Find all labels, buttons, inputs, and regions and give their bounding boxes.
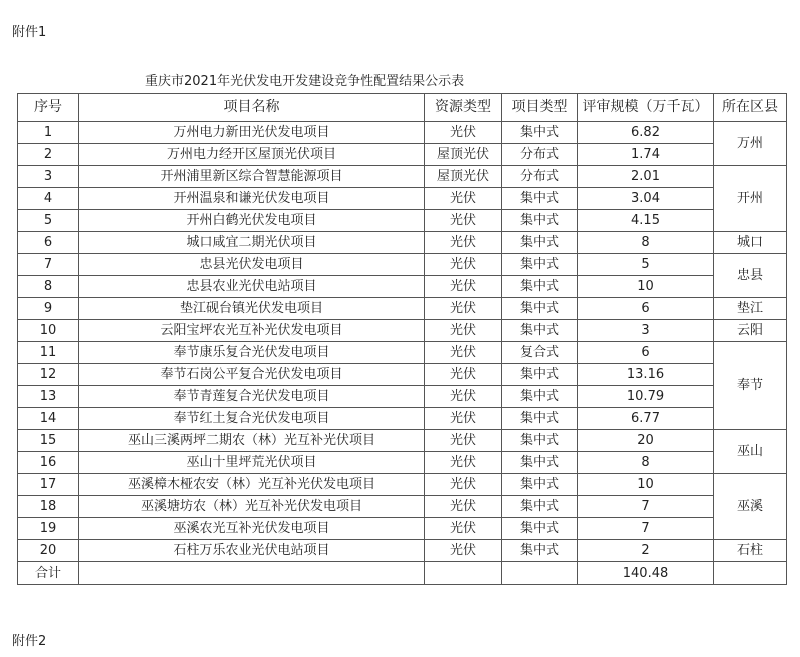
row-resource-type: 光伏: [425, 540, 502, 562]
row-scale: 7: [578, 518, 714, 540]
row-scale: 10: [578, 276, 714, 298]
row-project-type: 集中式: [502, 276, 578, 298]
row-scale: 1.74: [578, 144, 714, 166]
attachment-1-label: 附件1: [12, 25, 47, 40]
row-scale: 8: [578, 232, 714, 254]
row-project-type: 集中式: [502, 386, 578, 408]
table-row: [18, 210, 787, 232]
row-no: 8: [18, 276, 79, 298]
row-project-name: 忠县光伏发电项目: [79, 254, 425, 276]
row-project-type: 集中式: [502, 452, 578, 474]
table-row: [18, 408, 787, 430]
row-project-name: 云阳宝坪农光互补光伏发电项目: [79, 320, 425, 342]
row-no: 6: [18, 232, 79, 254]
header-resource-type: 资源类型: [425, 94, 502, 122]
total-scale: 140.48: [578, 562, 714, 585]
row-resource-type: 光伏: [425, 496, 502, 518]
table-row: [18, 386, 787, 408]
row-resource-type: 光伏: [425, 188, 502, 210]
row-project-name: 奉节康乐复合光伏发电项目: [79, 342, 425, 364]
row-project-type: 集中式: [502, 210, 578, 232]
header-scale: 评审规模（万千瓦）: [578, 94, 714, 122]
row-no: 14: [18, 408, 79, 430]
row-project-name: 开州温泉和谦光伏发电项目: [79, 188, 425, 210]
table-row: [18, 188, 787, 210]
row-resource-type: 光伏: [425, 430, 502, 452]
row-project-type: 集中式: [502, 430, 578, 452]
row-no: 11: [18, 342, 79, 364]
row-resource-type: 光伏: [425, 408, 502, 430]
row-project-name: 忠县农业光伏电站项目: [79, 276, 425, 298]
row-scale: 6.82: [578, 122, 714, 144]
table-row: [18, 496, 787, 518]
table-row: [18, 540, 787, 562]
row-scale: 2.01: [578, 166, 714, 188]
row-project-type: 集中式: [502, 540, 578, 562]
row-project-type: 集中式: [502, 320, 578, 342]
table-row: [18, 342, 787, 364]
row-project-type: 集中式: [502, 232, 578, 254]
table-body: [18, 122, 787, 585]
table-row: [18, 144, 787, 166]
row-resource-type: 光伏: [425, 122, 502, 144]
row-project-type: 集中式: [502, 408, 578, 430]
row-no: 16: [18, 452, 79, 474]
row-scale: 3: [578, 320, 714, 342]
row-no: 10: [18, 320, 79, 342]
total-empty-type: [502, 562, 578, 585]
row-no: 1: [18, 122, 79, 144]
row-project-name: 巫山三溪两坪二期农（林）光互补光伏项目: [79, 430, 425, 452]
row-project-type: 集中式: [502, 122, 578, 144]
row-district: 忠县: [714, 254, 787, 298]
row-scale: 6: [578, 342, 714, 364]
table-row: [18, 452, 787, 474]
header-project-name: 项目名称: [79, 94, 425, 122]
row-project-type: 集中式: [502, 188, 578, 210]
row-project-type: 集中式: [502, 298, 578, 320]
row-scale: 7: [578, 496, 714, 518]
row-district: 石柱: [714, 540, 787, 562]
row-resource-type: 光伏: [425, 452, 502, 474]
header-row: [18, 94, 787, 122]
row-no: 20: [18, 540, 79, 562]
row-resource-type: 光伏: [425, 210, 502, 232]
row-project-name: 巫溪樟木桠农安（林）光互补光伏发电项目: [79, 474, 425, 496]
row-district: 城口: [714, 232, 787, 254]
row-project-type: 复合式: [502, 342, 578, 364]
row-project-name: 城口咸宜二期光伏项目: [79, 232, 425, 254]
table-row: [18, 474, 787, 496]
result-table: [17, 93, 787, 585]
row-scale: 8: [578, 452, 714, 474]
row-scale: 3.04: [578, 188, 714, 210]
row-no: 4: [18, 188, 79, 210]
row-scale: 10: [578, 474, 714, 496]
row-project-name: 开州白鹤光伏发电项目: [79, 210, 425, 232]
row-resource-type: 光伏: [425, 364, 502, 386]
row-scale: 10.79: [578, 386, 714, 408]
attachment-2-label: 附件2: [12, 634, 47, 649]
row-project-name: 巫山十里坪荒光伏项目: [79, 452, 425, 474]
row-no: 18: [18, 496, 79, 518]
row-scale: 6: [578, 298, 714, 320]
table-row: [18, 276, 787, 298]
row-resource-type: 光伏: [425, 342, 502, 364]
total-empty-resource: [425, 562, 502, 585]
row-scale: 4.15: [578, 210, 714, 232]
row-project-type: 分布式: [502, 144, 578, 166]
total-label: 合计: [18, 562, 79, 585]
row-project-type: 集中式: [502, 364, 578, 386]
row-project-name: 奉节红土复合光伏发电项目: [79, 408, 425, 430]
row-project-type: 集中式: [502, 474, 578, 496]
table-row: [18, 232, 787, 254]
row-no: 12: [18, 364, 79, 386]
row-district: 开州: [714, 166, 787, 232]
row-project-name: 开州浦里新区综合智慧能源项目: [79, 166, 425, 188]
row-district: 巫山: [714, 430, 787, 474]
row-no: 7: [18, 254, 79, 276]
row-project-name: 万州电力经开区屋顶光伏项目: [79, 144, 425, 166]
row-project-type: 分布式: [502, 166, 578, 188]
row-resource-type: 屋顶光伏: [425, 144, 502, 166]
row-resource-type: 光伏: [425, 254, 502, 276]
table-row: [18, 298, 787, 320]
row-project-type: 集中式: [502, 254, 578, 276]
row-no: 5: [18, 210, 79, 232]
row-district: 奉节: [714, 342, 787, 430]
row-resource-type: 光伏: [425, 518, 502, 540]
row-district: 云阳: [714, 320, 787, 342]
row-district: 垫江: [714, 298, 787, 320]
row-scale: 20: [578, 430, 714, 452]
row-scale: 2: [578, 540, 714, 562]
table-row: [18, 364, 787, 386]
row-project-name: 万州电力新田光伏发电项目: [79, 122, 425, 144]
row-project-type: 集中式: [502, 496, 578, 518]
row-scale: 5: [578, 254, 714, 276]
row-no: 15: [18, 430, 79, 452]
table-row: [18, 122, 787, 144]
row-district: 万州: [714, 122, 787, 166]
row-project-name: 奉节石岗公平复合光伏发电项目: [79, 364, 425, 386]
row-no: 17: [18, 474, 79, 496]
row-no: 19: [18, 518, 79, 540]
header-no: 序号: [18, 94, 79, 122]
table-row: [18, 320, 787, 342]
row-scale: 13.16: [578, 364, 714, 386]
row-no: 2: [18, 144, 79, 166]
row-resource-type: 屋顶光伏: [425, 166, 502, 188]
row-no: 13: [18, 386, 79, 408]
table-row: [18, 430, 787, 452]
row-resource-type: 光伏: [425, 320, 502, 342]
table-row: [18, 518, 787, 540]
row-resource-type: 光伏: [425, 298, 502, 320]
table-title: 重庆市2021年光伏发电开发建设竞争性配置结果公示表: [145, 74, 465, 89]
row-project-type: 集中式: [502, 518, 578, 540]
row-resource-type: 光伏: [425, 386, 502, 408]
row-no: 3: [18, 166, 79, 188]
total-row: [18, 562, 787, 585]
row-resource-type: 光伏: [425, 474, 502, 496]
total-empty-name: [79, 562, 425, 585]
row-project-name: 巫溪塘坊农（林）光互补光伏发电项目: [79, 496, 425, 518]
table-row: [18, 254, 787, 276]
row-project-name: 垫江砚台镇光伏发电项目: [79, 298, 425, 320]
row-project-name: 石柱万乐农业光伏电站项目: [79, 540, 425, 562]
total-empty-district: [714, 562, 787, 585]
row-scale: 6.77: [578, 408, 714, 430]
header-district: 所在区县: [714, 94, 787, 122]
header-project-type: 项目类型: [502, 94, 578, 122]
table-row: [18, 166, 787, 188]
row-district: 巫溪: [714, 474, 787, 540]
row-project-name: 奉节青莲复合光伏发电项目: [79, 386, 425, 408]
row-project-name: 巫溪农光互补光伏发电项目: [79, 518, 425, 540]
row-resource-type: 光伏: [425, 276, 502, 298]
row-resource-type: 光伏: [425, 232, 502, 254]
row-no: 9: [18, 298, 79, 320]
